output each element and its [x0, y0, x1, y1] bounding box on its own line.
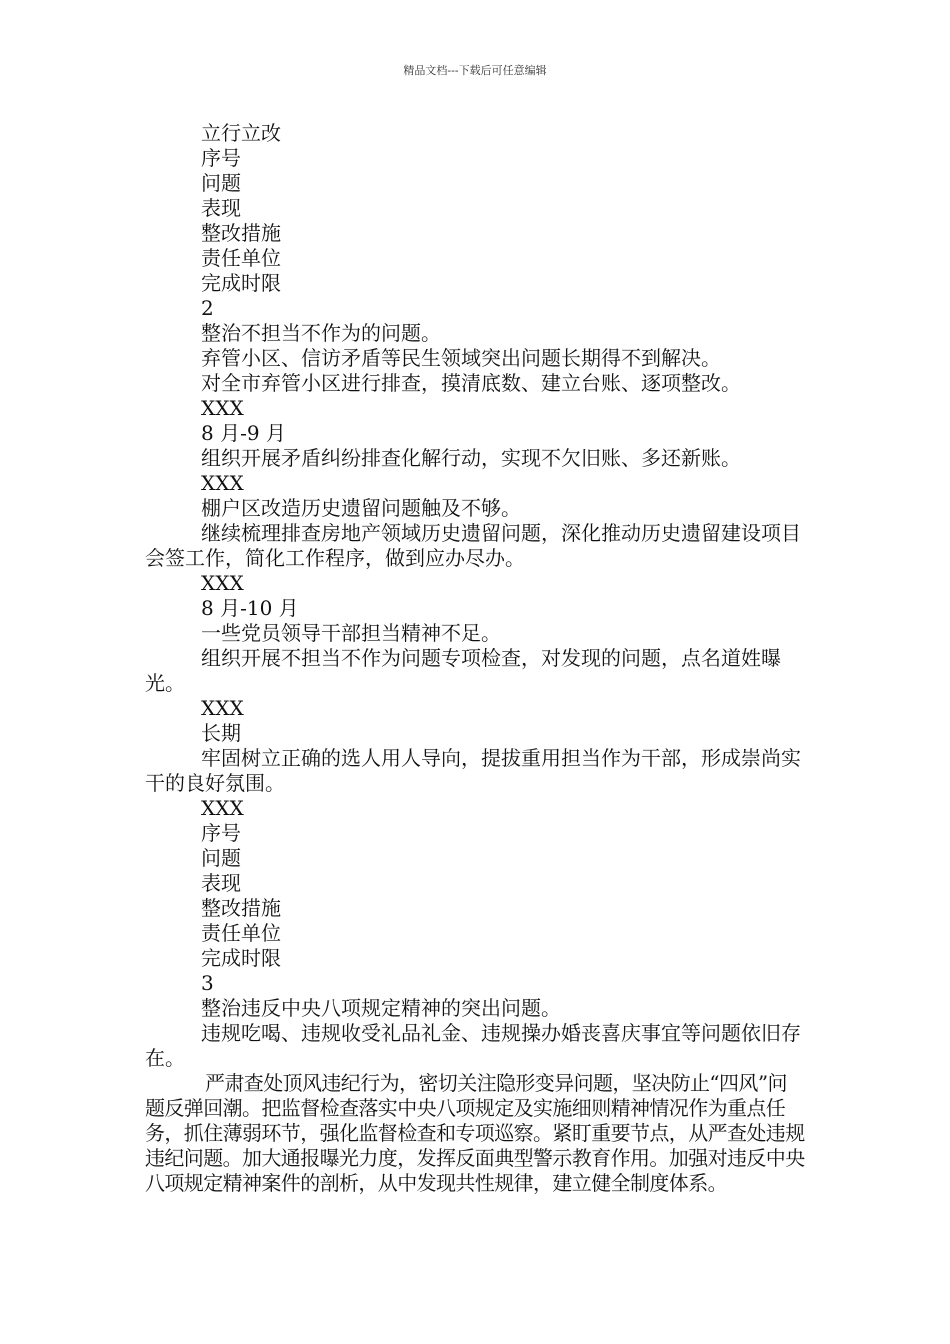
paragraph: 序号 — [201, 146, 241, 170]
paragraph: 组织开展矛盾纠纷排查化解行动，实现不欠旧账、多还新账。 — [201, 446, 741, 470]
paragraph: 违规吃喝、违规收受礼品礼金、违规操办婚丧喜庆事宜等问题依旧存在。 — [145, 1021, 801, 1070]
paragraph: 完成时限 — [201, 946, 281, 970]
paragraph: 责任单位 — [201, 921, 281, 945]
page-header: 精品文档---下载后可任意编辑 — [403, 64, 547, 77]
paragraph: 责任单位 — [201, 246, 281, 270]
paragraph: XXX — [201, 796, 244, 820]
paragraph: 组织开展不担当不作为问题专项检查，对发现的问题，点名道姓曝光。 — [145, 646, 781, 695]
paragraph: 整改措施 — [201, 221, 281, 245]
paragraph: 表现 — [201, 196, 241, 220]
paragraph: XXX — [201, 696, 244, 720]
paragraph: 棚户区改造历史遗留问题触及不够。 — [201, 496, 521, 520]
paragraph: 长期 — [201, 721, 241, 745]
paragraph: 整治违反中央八项规定精神的突出问题。 — [201, 996, 561, 1020]
paragraph: 8 月-9 月 — [201, 421, 286, 445]
paragraph: 牢固树立正确的选人用人导向，提拔重用担当作为干部，形成崇尚实干的良好氛围。 — [145, 746, 801, 795]
paragraph: 序号 — [201, 821, 241, 845]
paragraph: 整改措施 — [201, 896, 281, 920]
paragraph: 严肃查处顶风违纪行为，密切关注隐形变异问题，坚决防止“四风”问题反弹回潮。把监督检查落实中央八项规定及实施细则精神情况作为重点任务，抓住薄弱环节，强化监督检查和专项巡察。紧盯重要节点，从严查处违规违纪问题。加大通报曝光力度，发挥反面典型警示教育作用。加强对违反中央八项规定精神案件的剖析，从中发现共性规律，建立健全制度体系。 — [145, 1071, 805, 1195]
paragraph: XXX — [201, 471, 244, 495]
paragraph: 8 月-10 月 — [201, 596, 299, 620]
paragraph: 整治不担当不作为的问题。 — [201, 321, 441, 345]
paragraph: 2 — [201, 296, 214, 320]
paragraph: XXX — [201, 396, 244, 420]
paragraph: 弃管小区、信访矛盾等民生领域突出问题长期得不到解决。 — [201, 346, 721, 370]
paragraph: 问题 — [201, 846, 241, 870]
paragraph: 一些党员领导干部担当精神不足。 — [201, 621, 501, 645]
paragraph: 完成时限 — [201, 271, 281, 295]
document-body — [145, 121, 805, 1196]
paragraph: 对全市弃管小区进行排查，摸清底数、建立台账、逐项整改。 — [201, 371, 741, 395]
paragraph: 表现 — [201, 871, 241, 895]
paragraph: 3 — [201, 971, 214, 995]
paragraph: XXX — [201, 571, 244, 595]
paragraph: 继续梳理排查房地产领域历史遗留问题，深化推动历史遗留建设项目会签工作，简化工作程序，做到应办尽办。 — [145, 521, 801, 570]
paragraph: 立行立改 — [201, 121, 281, 145]
paragraph: 问题 — [201, 171, 241, 195]
